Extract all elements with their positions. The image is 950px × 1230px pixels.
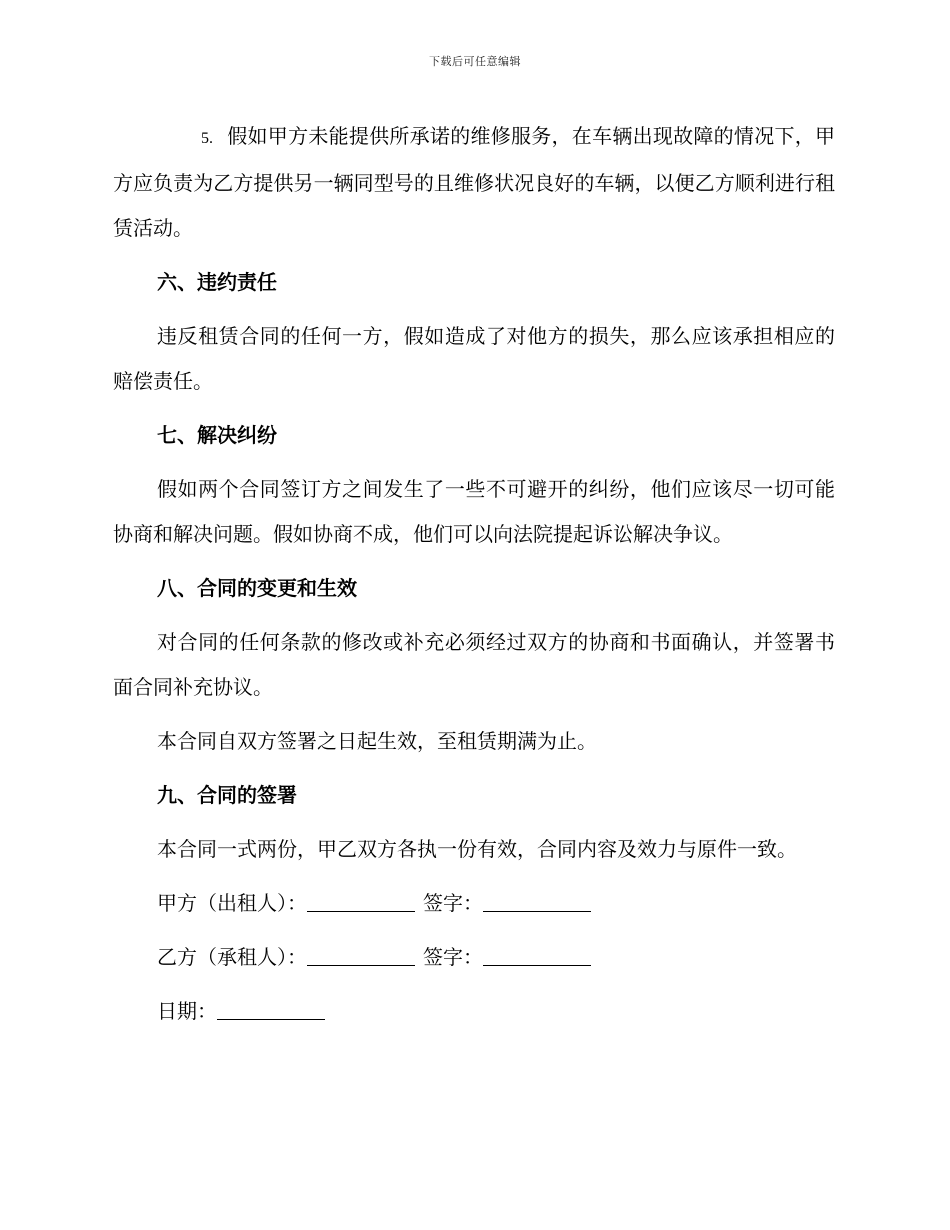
document-body — [113, 114, 835, 1043]
section-9-title: 九、合同的签署 — [157, 783, 297, 807]
party-a-signature-line — [113, 881, 835, 926]
section-6-title: 六、违约责任 — [157, 270, 277, 294]
clause-5 — [113, 114, 835, 251]
date-label: 日期： — [157, 999, 217, 1023]
section-9-body: 本合同一式两份，甲乙双方各执一份有效，合同内容及效力与原件一致。 — [157, 837, 797, 861]
date-blank[interactable] — [217, 995, 325, 1020]
section-8-body-1: 对合同的任何条款的修改或补充必须经过双方的协商和书面确认，并签署书面合同补充协议。 — [113, 630, 835, 699]
party-b-label: 乙方（承租人）： — [157, 945, 307, 969]
clause-number: 5. — [201, 130, 213, 147]
party-a-sign-label: 签字： — [423, 891, 483, 915]
party-b-sign-blank[interactable] — [483, 941, 591, 966]
section-8-title: 八、合同的变更和生效 — [157, 576, 357, 600]
party-b-signature-line — [113, 935, 835, 980]
party-b-name-blank[interactable] — [307, 941, 415, 966]
page-header: 下载后可任意编辑 — [429, 55, 521, 68]
section-7-body: 假如两个合同签订方之间发生了一些不可避开的纠纷，他们应该尽一切可能协商和解决问题。假如协商不成，他们可以向法院提起诉讼解决争议。 — [113, 477, 835, 546]
party-a-label: 甲方（出租人）： — [157, 891, 307, 915]
party-a-name-blank[interactable] — [307, 887, 415, 912]
party-b-sign-label: 签字： — [423, 945, 483, 969]
section-8-body-2: 本合同自双方签署之日起生效，至租赁期满为止。 — [157, 729, 597, 753]
clause-5-text: 假如甲方未能提供所承诺的维修服务，在车辆出现故障的情况下，甲方应负责为乙方提供另一辆同型号的且维修状况良好的车辆，以便乙方顺利进行租赁活动。 — [113, 124, 835, 240]
section-6-body: 违反租赁合同的任何一方，假如造成了对他方的损失，那么应该承担相应的赔偿责任。 — [113, 324, 835, 393]
party-a-sign-blank[interactable] — [483, 887, 591, 912]
section-7-title: 七、解决纠纷 — [157, 423, 277, 447]
date-line — [113, 989, 835, 1034]
